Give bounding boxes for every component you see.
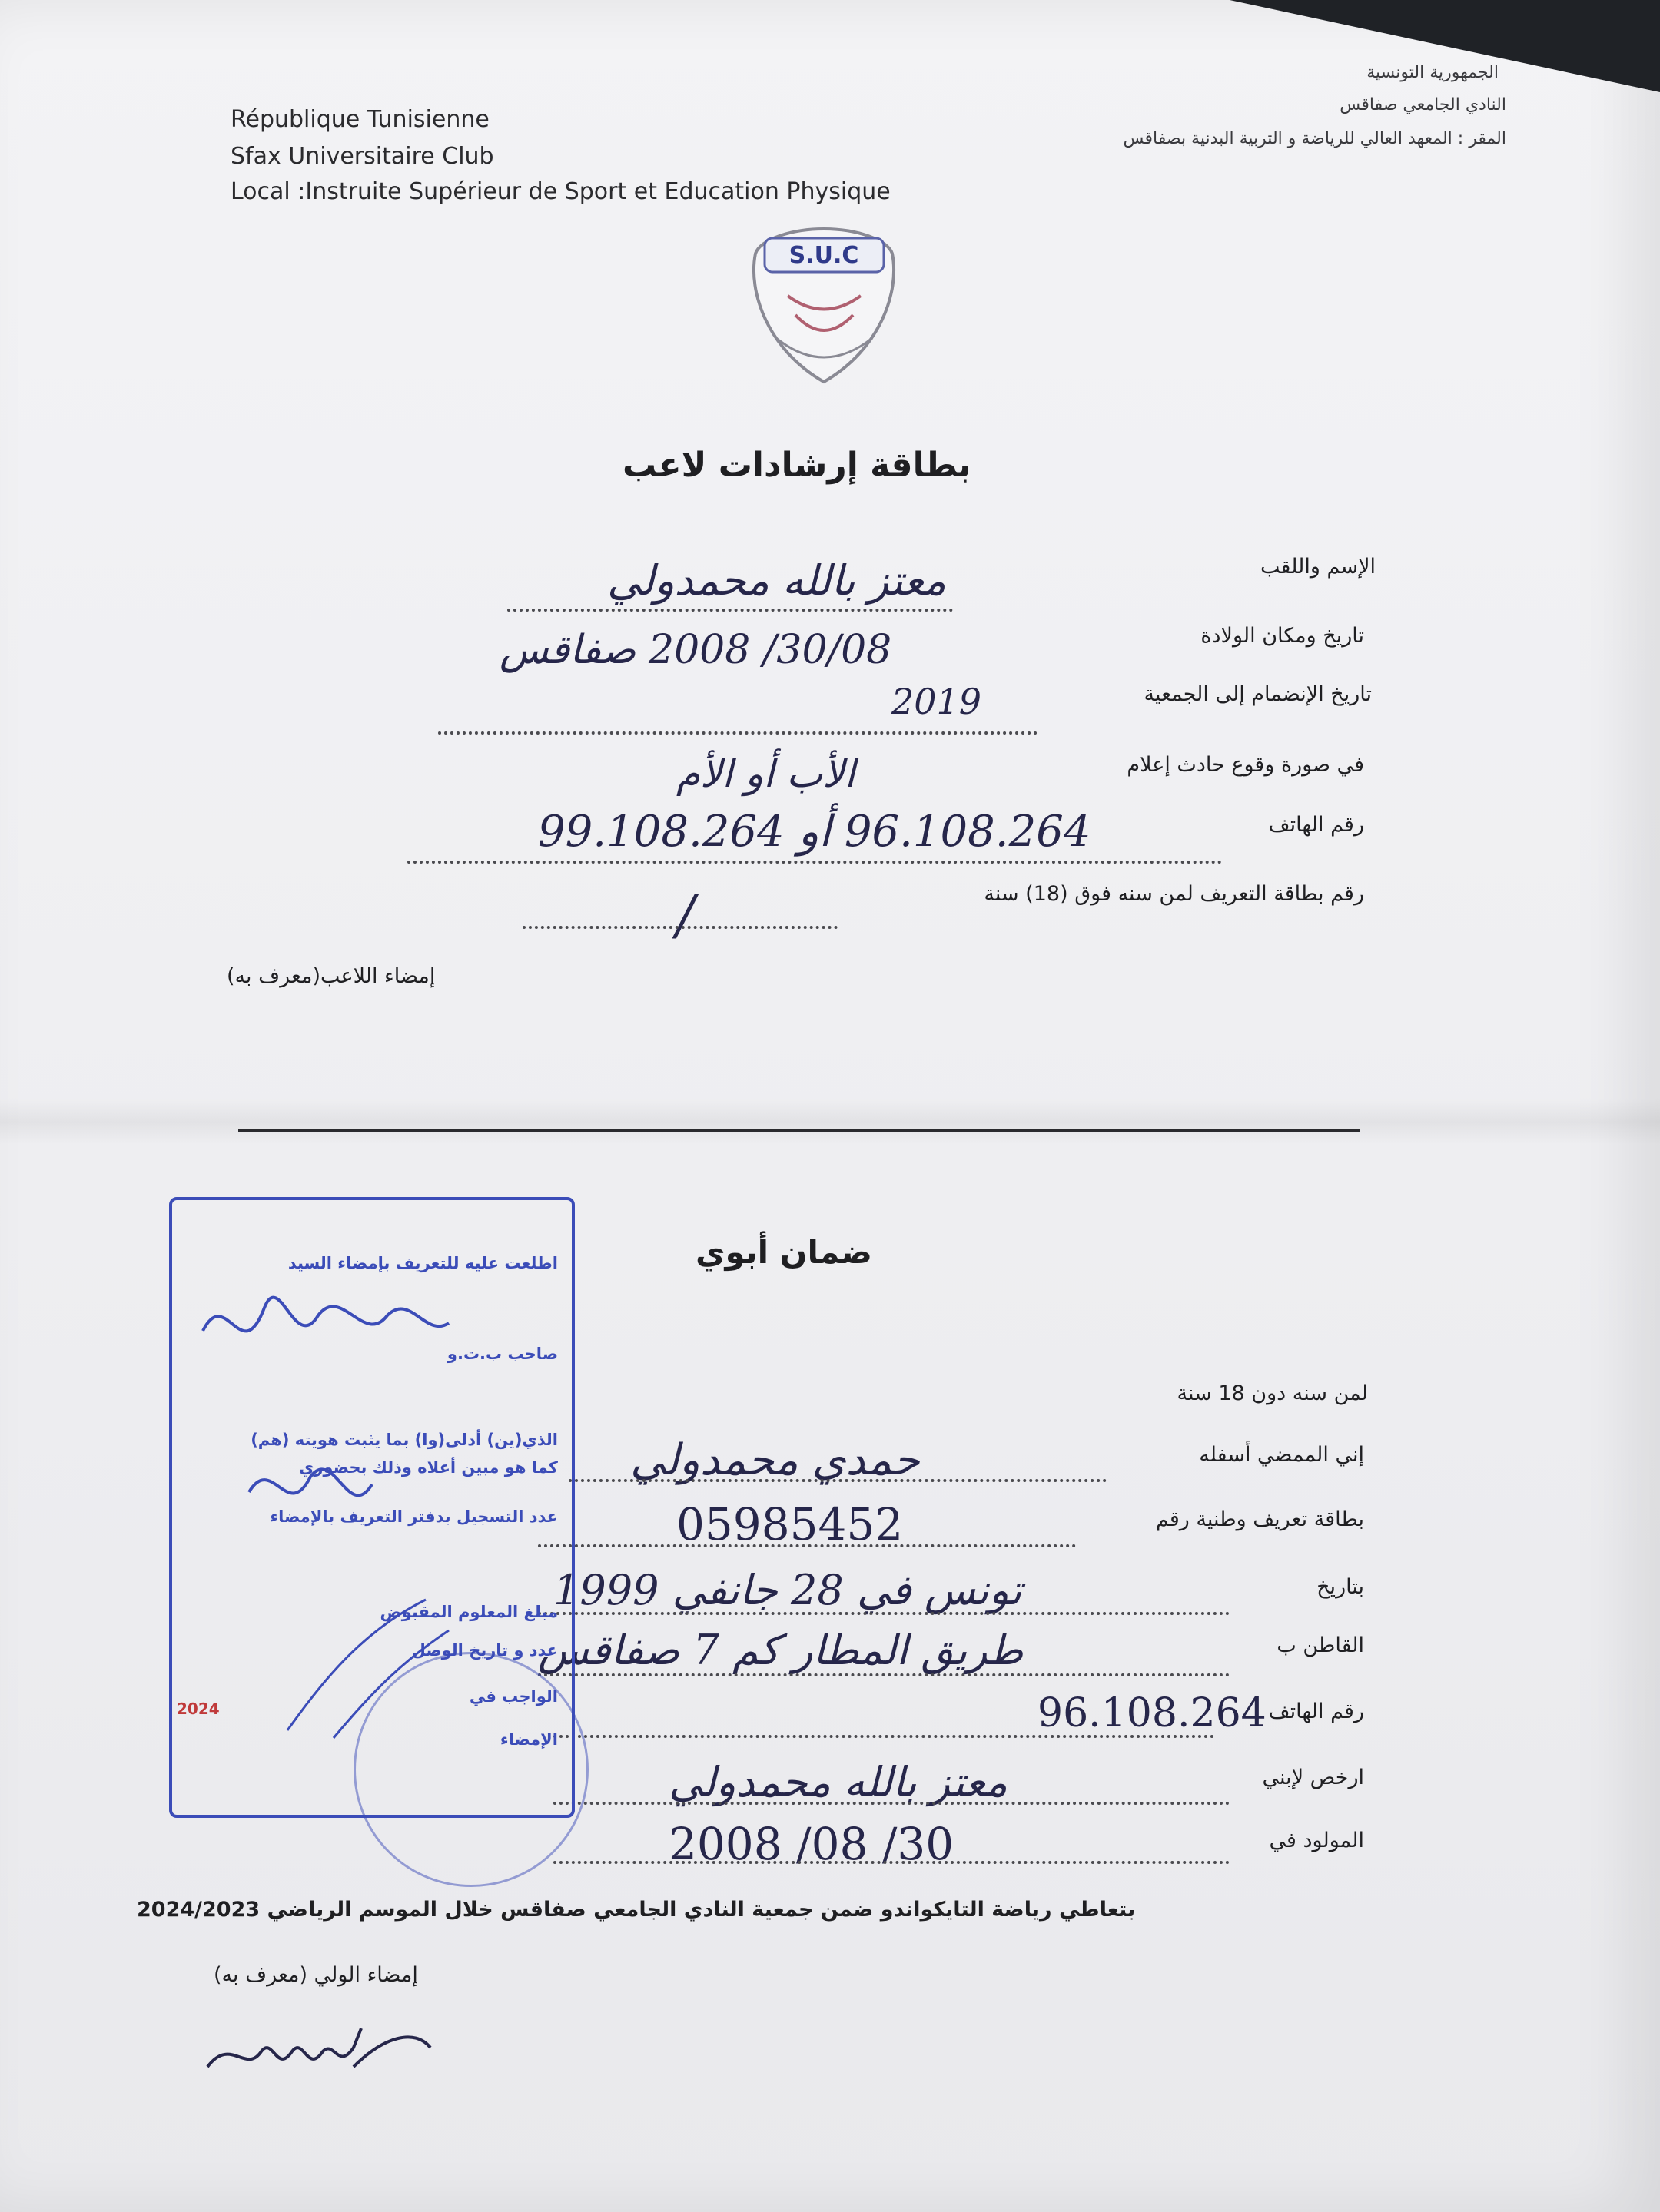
field-label-birth: تاريخ ومكان الولادة [1200, 624, 1364, 648]
guarantee-label-phone: رقم الهاتف [1268, 1700, 1364, 1723]
header-fr-line2: Sfax Universitaire Club [231, 143, 494, 170]
stamp-line: عدد و تاريخ الوصل [411, 1641, 558, 1660]
dotted-line [507, 609, 953, 612]
guarantee-label-son: ارخص لإبني [1262, 1766, 1364, 1789]
field-value-birth: 30/08/ 2008 صفاقس [500, 627, 892, 673]
paper-fold [0, 1099, 1660, 1145]
dotted-line [538, 1544, 1076, 1547]
guarantee-label-signer: إني الممضي أسفله [1199, 1443, 1364, 1467]
guarantee-label-id: بطاقة تعريف وطنية رقم [1155, 1507, 1364, 1531]
guarantee-label-date: بتاريخ [1316, 1575, 1364, 1599]
header-ar-line3: المقر : المعهد العالي للرياضة و التربية البدنية بصفاقس [1123, 129, 1506, 148]
logo-text: S.U.C [788, 242, 859, 269]
header-ar-line2: النادي الجامعي صفاقس [1340, 95, 1506, 114]
guarantee-value-address: طريق المطار كم 7 صفاقس [538, 1626, 1024, 1674]
dotted-line [553, 1735, 1214, 1738]
field-label-id-card: رقم بطاقة التعريف لمن سنه فوق (18) سنة [984, 882, 1364, 906]
card-title: بطاقة إرشادات لاعب [622, 446, 971, 485]
header-fr-line1: République Tunisienne [231, 106, 490, 133]
authorization-text: بتعاطي رياضة التايكواندو ضمن جمعية النادي الجامعي صفاقس خلال الموسم الرياضي 2024/2023 [137, 1898, 1136, 1922]
guarantee-value-date: تونس في 28 جانفي 1999 [553, 1566, 1022, 1614]
stamp-line: مبلغ المعلوم المقبوض [380, 1603, 558, 1621]
guarantee-value-son: معتز بالله محمدولي [669, 1758, 1008, 1806]
guarantee-value-born: 30/ 08/ 2008 [669, 1818, 954, 1870]
dotted-line [553, 1861, 1230, 1864]
guardian-signature-label: إمضاء الولي (معرف به) [214, 1963, 418, 1987]
stamp-line: الذي(ين) أدلى(وا) بما يثبت هويته (هم) [251, 1431, 558, 1449]
guarantee-label-born: المولود في [1269, 1829, 1364, 1852]
header-ar-line1: الجمهورية التونسية [1366, 63, 1499, 82]
field-label-phone: رقم الهاتف [1268, 813, 1364, 837]
guarantee-label-address: القاطن ب [1277, 1633, 1364, 1657]
field-value-emergency: الأب أو الأم [676, 751, 855, 796]
dotted-line [407, 861, 1222, 864]
dotted-line [438, 731, 1038, 735]
field-label-name: الإسم واللقب [1260, 555, 1376, 579]
dotted-line [538, 1673, 1230, 1676]
stamp-line: الواجب في [469, 1687, 558, 1706]
guardian-signature [200, 2005, 446, 2090]
field-label-emergency: في صورة وقوع حادث إعلام [1127, 753, 1364, 777]
guarantee-value-id: 05985452 [676, 1498, 904, 1550]
club-logo [742, 223, 907, 388]
dotted-line [569, 1479, 1107, 1482]
field-value-id-card: / [676, 884, 695, 947]
field-value-phone: 96.108.264 أو 99.108.264 [538, 807, 1091, 857]
field-label-join-date: تاريخ الإنضمام إلى الجمعية [1144, 682, 1372, 706]
guarantee-title: ضمان أبوي [696, 1233, 872, 1271]
stamp-line: صاحب ب.ت.و [447, 1345, 558, 1363]
guarantee-value-signer: حمدي محمدولي [630, 1435, 920, 1485]
field-value-name: معتز بالله محمدولي [607, 556, 947, 605]
stamp-line: عدد التسجيل بدفتر التعريف بالإمضاء [270, 1507, 558, 1526]
stamp-line: الإمضاء [500, 1730, 558, 1749]
dotted-line [523, 926, 838, 929]
dotted-line [553, 1802, 1230, 1805]
dotted-line [538, 1612, 1230, 1615]
field-value-join-date: 2019 [891, 681, 982, 722]
stamp-line: كما هو مبين أعلاه وذلك بحضوري [299, 1458, 558, 1477]
round-seal [354, 1652, 589, 1887]
stamp-date: 2024 [177, 1700, 220, 1718]
header-fr-line3: Local :Instruite Supérieur de Sport et Education Physique [231, 178, 891, 205]
section-divider [238, 1129, 1360, 1132]
guarantee-subtitle: لمن سنه دون 18 سنة [1177, 1381, 1368, 1405]
stamp-line: اطلعت عليه للتعريف بإمضاء السيد [287, 1254, 558, 1272]
player-signature-label: إمضاء اللاعب(معرف به) [227, 964, 436, 988]
guarantee-value-phone: 96.108.264 [1038, 1690, 1267, 1736]
